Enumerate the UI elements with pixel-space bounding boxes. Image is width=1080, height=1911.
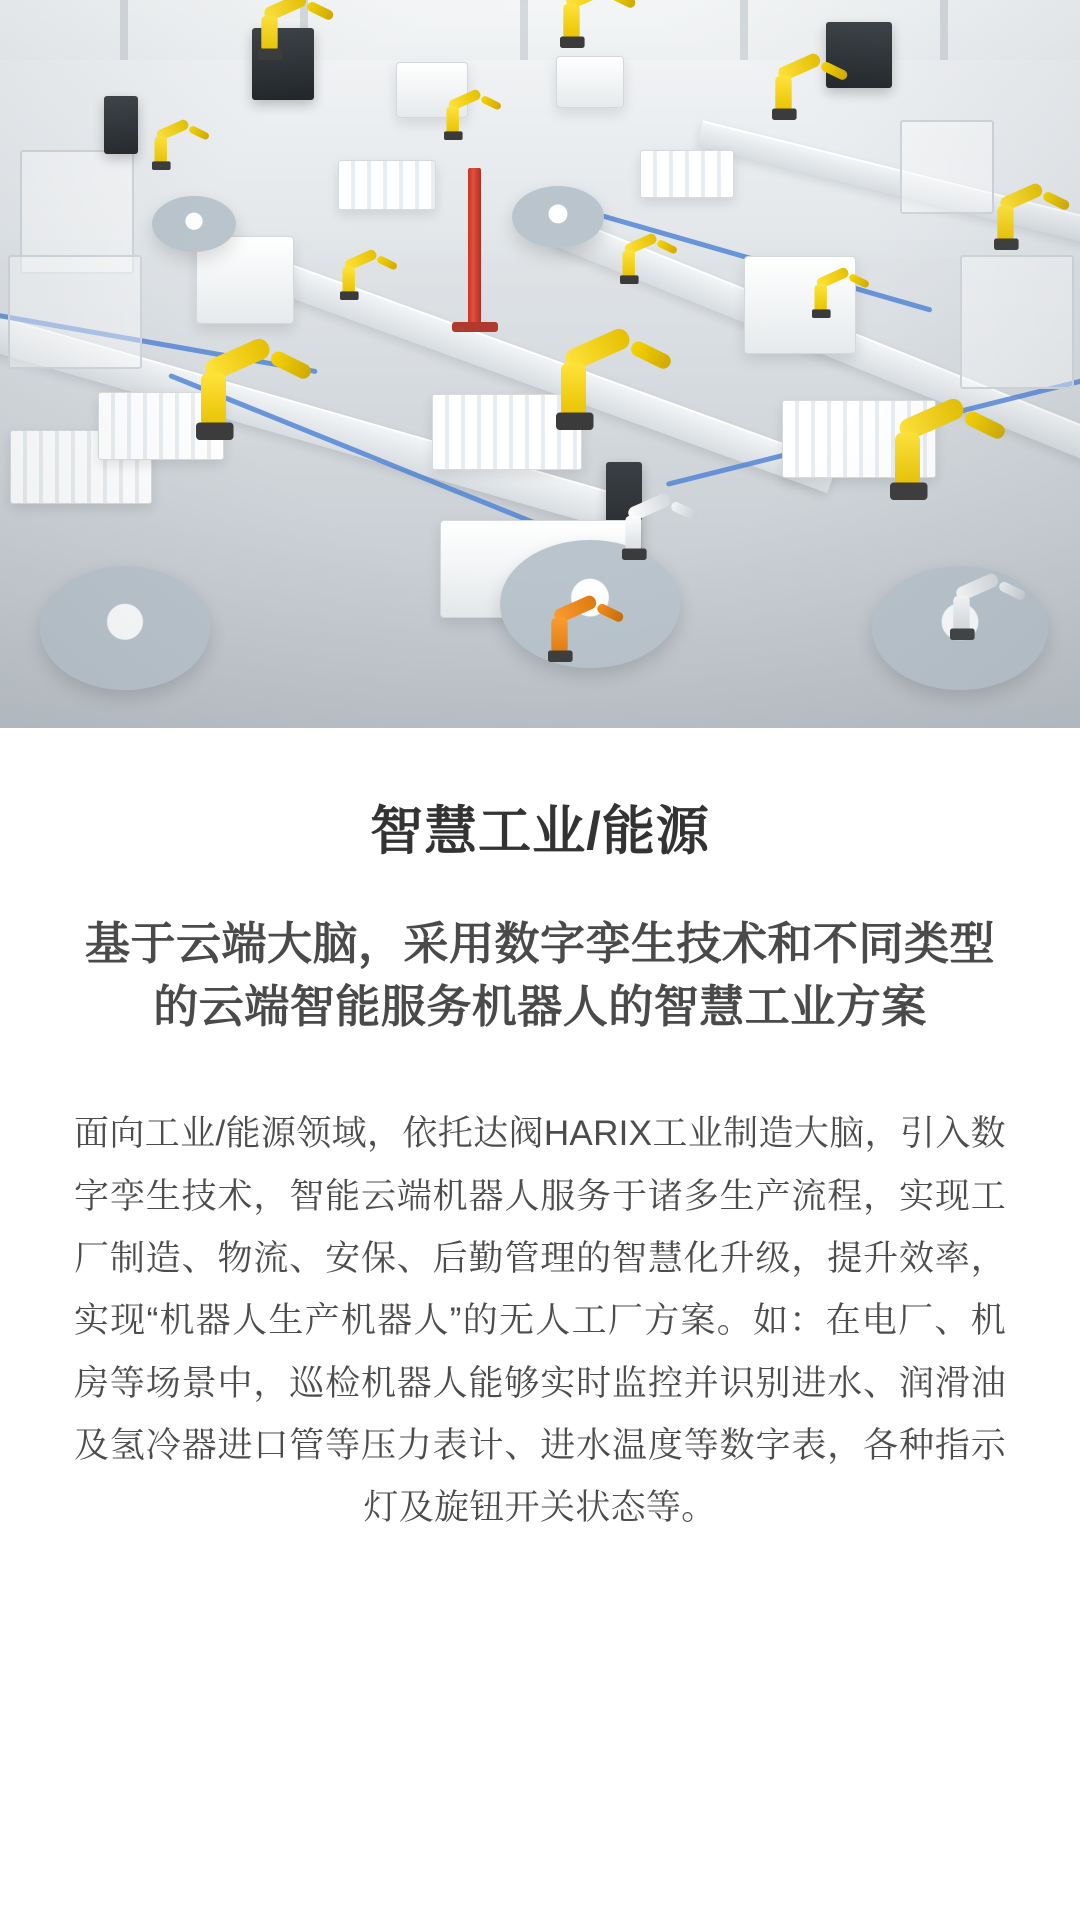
page-title: 智慧工业/能源 xyxy=(370,802,710,861)
rotary-table xyxy=(152,196,236,252)
storage-rack xyxy=(8,255,142,369)
page-subtitle: 基于云端大脑，采用数字孪生技术和不同类型的云端智能服务机器人的智慧工业方案 xyxy=(84,917,995,1033)
hero-image xyxy=(0,0,1080,728)
red-post-base xyxy=(452,322,498,332)
article-body: 面向工业/能源领域，依托达阀HARIX工业制造大脑，引入数字孪生技术，智能云端机器人服务于诸多生产流程，实现工厂制造、物流、安保、后勤管理的智慧化升级，提升效率，实现“机器人生产机器人”的无人工厂方案。如：在电厂、机房等场景中，巡检机器人能够实时监控并识别进水、润滑油及氢冷器进口管等压力表计、进水温度等数字表，各种指示灯及旋钮开关状态等。 xyxy=(74,1114,1006,1528)
red-post xyxy=(468,168,481,328)
component-tray xyxy=(432,394,582,470)
article-content xyxy=(0,728,1080,1579)
rotary-table xyxy=(40,566,210,690)
machine-block xyxy=(556,56,624,108)
storage-rack xyxy=(960,255,1074,389)
storage-rack xyxy=(900,120,994,214)
control-monitor xyxy=(826,22,892,88)
factory-scene xyxy=(0,0,1080,728)
component-tray xyxy=(640,150,734,198)
control-monitor xyxy=(104,96,138,154)
rotary-table xyxy=(512,186,604,248)
component-tray xyxy=(338,160,436,210)
